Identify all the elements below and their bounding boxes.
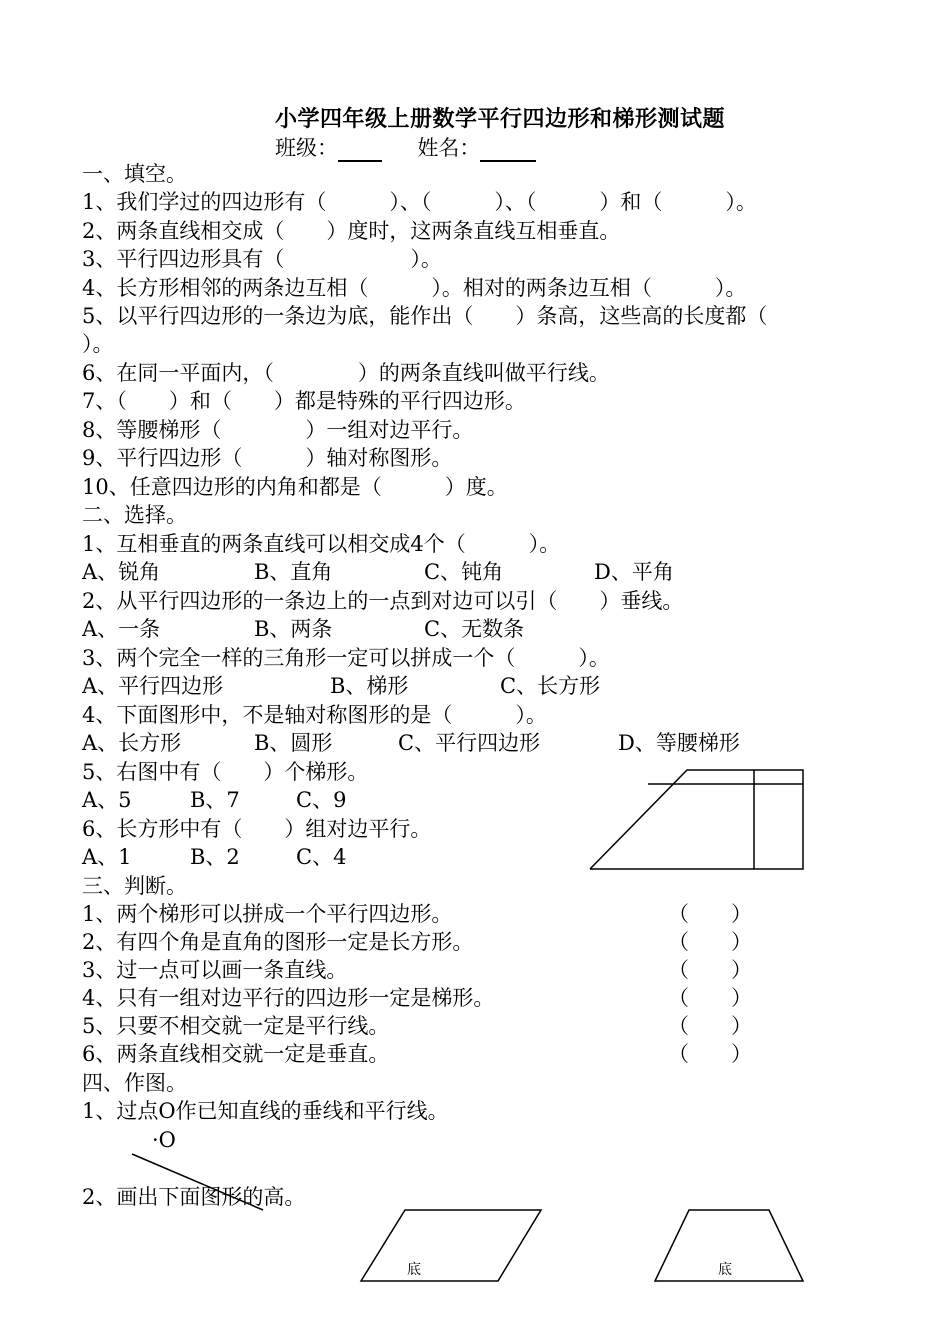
fill-item-4: 4、长方形相邻的两条边互相（ ）。相对的两条边互相（ ）。 (82, 276, 747, 300)
choice-q5-option-b: B、7 (190, 788, 240, 812)
name-blank (480, 138, 536, 162)
choice-q4-option-b: B、圆形 (254, 731, 333, 755)
choice-q1: 1、互相垂直的两条直线可以相交成4个（ ）。 (82, 532, 561, 556)
fill-item-3: 3、平行四边形具有（ ）。 (82, 247, 442, 271)
judge-answer-4[interactable]: （ ） (668, 986, 752, 1010)
choice-q3: 3、两个完全一样的三角形一定可以拼成一个（ ）。 (82, 646, 610, 670)
choice-q3-option-b: B、梯形 (330, 674, 409, 698)
fill-item-5-cont: ）。 (82, 332, 114, 356)
parallelogram-figure (358, 1207, 546, 1285)
choice-q6: 6、长方形中有（ ）组对边平行。 (82, 817, 432, 841)
judge-answer-1[interactable]: （ ） (668, 902, 752, 926)
choice-q2: 2、从平行四边形的一条边上的一点到对边可以引（ ）垂线。 (82, 589, 684, 613)
fill-item-7: 7、（ ）和（ ）都是特殊的平行四边形。 (82, 389, 526, 413)
fill-item-1: 1、我们学过的四边形有（ ）、（ ）、（ ）和（ ）。 (82, 190, 757, 214)
draw-q1: 1、过点O作已知直线的垂线和平行线。 (82, 1099, 449, 1123)
choice-q5: 5、右图中有（ ）个梯形。 (82, 760, 369, 784)
parallelogram-base-label: 底 (407, 1262, 421, 1278)
fill-item-9: 9、平行四边形（ ）轴对称图形。 (82, 446, 453, 470)
choice-q1-option-d: D、平角 (594, 560, 674, 584)
choice-q4-option-a: A、长方形 (82, 731, 182, 755)
judge-answer-6[interactable]: （ ） (668, 1042, 752, 1066)
choice-q4: 4、下面图形中，不是轴对称图形的是（ ）。 (82, 703, 547, 727)
class-label: 班级： (275, 136, 338, 160)
judge-item-6: 6、两条直线相交就一定是垂直。 (82, 1042, 390, 1066)
fill-item-8: 8、等腰梯形（ ）一组对边平行。 (82, 418, 474, 442)
choice-q6-option-a: A、1 (82, 845, 132, 869)
judge-item-2: 2、有四个角是直角的图形一定是长方形。 (82, 930, 474, 954)
page-title: 小学四年级上册数学平行四边形和梯形测试题 (275, 106, 726, 132)
draw-q2: 2、画出下面图形的高。 (82, 1185, 306, 1209)
choice-q5-option-a: A、5 (82, 788, 132, 812)
class-name-line (275, 132, 536, 162)
trapezoid-count-figure (585, 765, 810, 875)
judge-item-5: 5、只要不相交就一定是平行线。 (82, 1014, 390, 1038)
point-o-label: ·O (152, 1128, 176, 1152)
fill-item-5: 5、以平行四边形的一条边为底，能作出（ ）条高，这些高的长度都（ (82, 304, 768, 328)
choice-q5-option-c: C、9 (296, 788, 347, 812)
judge-item-3: 3、过一点可以画一条直线。 (82, 958, 348, 982)
name-label: 姓名： (417, 136, 481, 160)
judge-answer-5[interactable]: （ ） (668, 1014, 752, 1038)
choice-q3-option-a: A、平行四边形 (82, 674, 224, 698)
trapezoid-base-label: 底 (718, 1262, 732, 1278)
choice-q1-option-c: C、钝角 (424, 560, 504, 584)
choice-q2-option-c: C、无数条 (424, 617, 525, 641)
fill-item-10: 10、任意四边形的内角和都是（ ）度。 (82, 475, 508, 499)
judge-item-4: 4、只有一组对边平行的四边形一定是梯形。 (82, 986, 495, 1010)
section2-heading: 二、选择。 (82, 503, 187, 527)
fill-item-2: 2、两条直线相交成（ ）度时，这两条直线互相垂直。 (82, 219, 621, 243)
choice-q4-option-d: D、等腰梯形 (618, 731, 740, 755)
judge-item-1: 1、两个梯形可以拼成一个平行四边形。 (82, 902, 453, 926)
choice-q2-option-b: B、两条 (254, 617, 333, 641)
choice-q1-option-a: A、锐角 (82, 560, 161, 584)
section4-heading: 四、作图。 (82, 1071, 187, 1095)
section1-heading: 一、填空。 (82, 162, 187, 186)
fill-item-6: 6、在同一平面内，（ ）的两条直线叫做平行线。 (82, 361, 610, 385)
judge-answer-2[interactable]: （ ） (668, 930, 752, 954)
class-blank (338, 138, 382, 162)
section3-heading: 三、判断。 (82, 874, 187, 898)
choice-q1-option-b: B、直角 (254, 560, 333, 584)
choice-q3-option-c: C、长方形 (500, 674, 601, 698)
choice-q6-option-c: C、4 (296, 845, 347, 869)
choice-q2-option-a: A、一条 (82, 617, 161, 641)
choice-q6-option-b: B、2 (190, 845, 240, 869)
choice-q4-option-c: C、平行四边形 (398, 731, 541, 755)
judge-answer-3[interactable]: （ ） (668, 958, 752, 982)
